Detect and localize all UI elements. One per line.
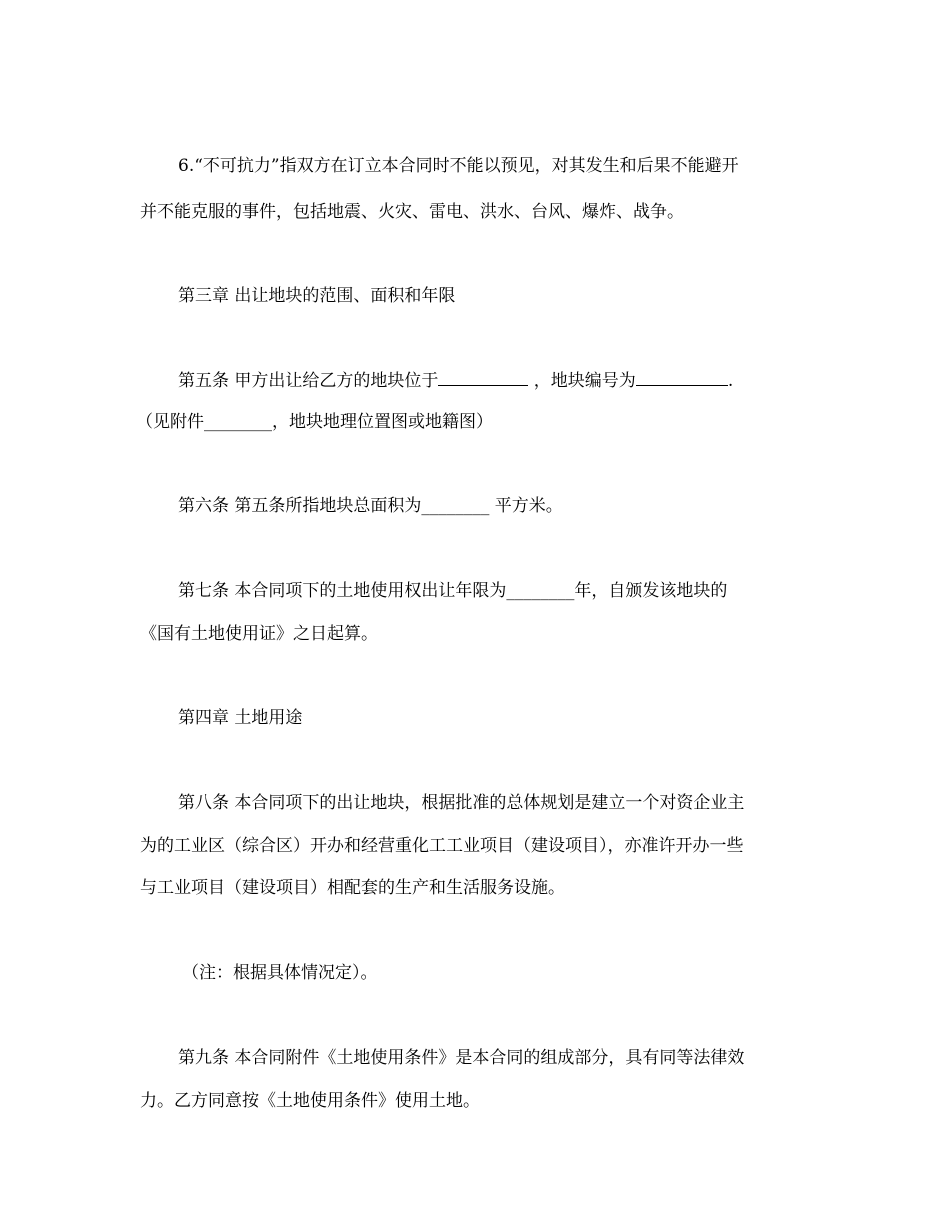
- article-9-line-1: 第九条 本合同附件《土地使用条件》是本合同的组成部分，具有同等法律效: [178, 1048, 745, 1068]
- article-6-line: 第六条 第五条所指地块总面积为________ 平方米。: [178, 496, 563, 516]
- article-5-end: .: [727, 371, 734, 391]
- article-9-line-2: 力。乙方同意按《土地使用条件》使用土地。: [140, 1091, 480, 1111]
- article-5-mid: ，地块编号为: [528, 371, 636, 391]
- article-7-line-2: 《国有土地使用证》之日起算。: [140, 624, 378, 644]
- article-8-line-3: 与工业项目（建设项目）相配套的生产和生活服务设施。: [140, 878, 565, 898]
- article-5-line-2: （见附件________，地块地理位置图或地籍图）: [136, 412, 493, 432]
- note-line: （注：根据具体情况定）。: [182, 963, 378, 983]
- article-5-line-1: [178, 369, 733, 392]
- chapter-3-heading: 第三章 出让地块的范围、面积和年限: [178, 286, 456, 306]
- article-7-line-1: 第七条 本合同项下的土地使用权出让年限为________年，自颁发该地块的: [178, 581, 728, 601]
- article-5-prefix: 第五条 甲方出让给乙方的地块位于: [178, 371, 439, 391]
- article-8-line-1: 第八条 本合同项下的出让地块，根据批准的总体规划是建立一个对资企业主: [178, 793, 745, 813]
- definition-force-majeure-line-1: 6.“不可抗力”指双方在订立本合同时不能以预见，对其发生和后果不能避开: [178, 156, 739, 176]
- definition-force-majeure-line-2: 并不能克服的事件，包括地震、火灾、雷电、洪水、台风、爆炸、战争。: [140, 202, 684, 222]
- article-8-line-2: 为的工业区（综合区）开办和经营重化工工业项目（建设项目），亦准许开办一些: [140, 836, 744, 856]
- chapter-4-heading: 第四章 土地用途: [178, 708, 303, 728]
- parcel-number-blank: [636, 369, 728, 386]
- location-blank: [438, 369, 528, 386]
